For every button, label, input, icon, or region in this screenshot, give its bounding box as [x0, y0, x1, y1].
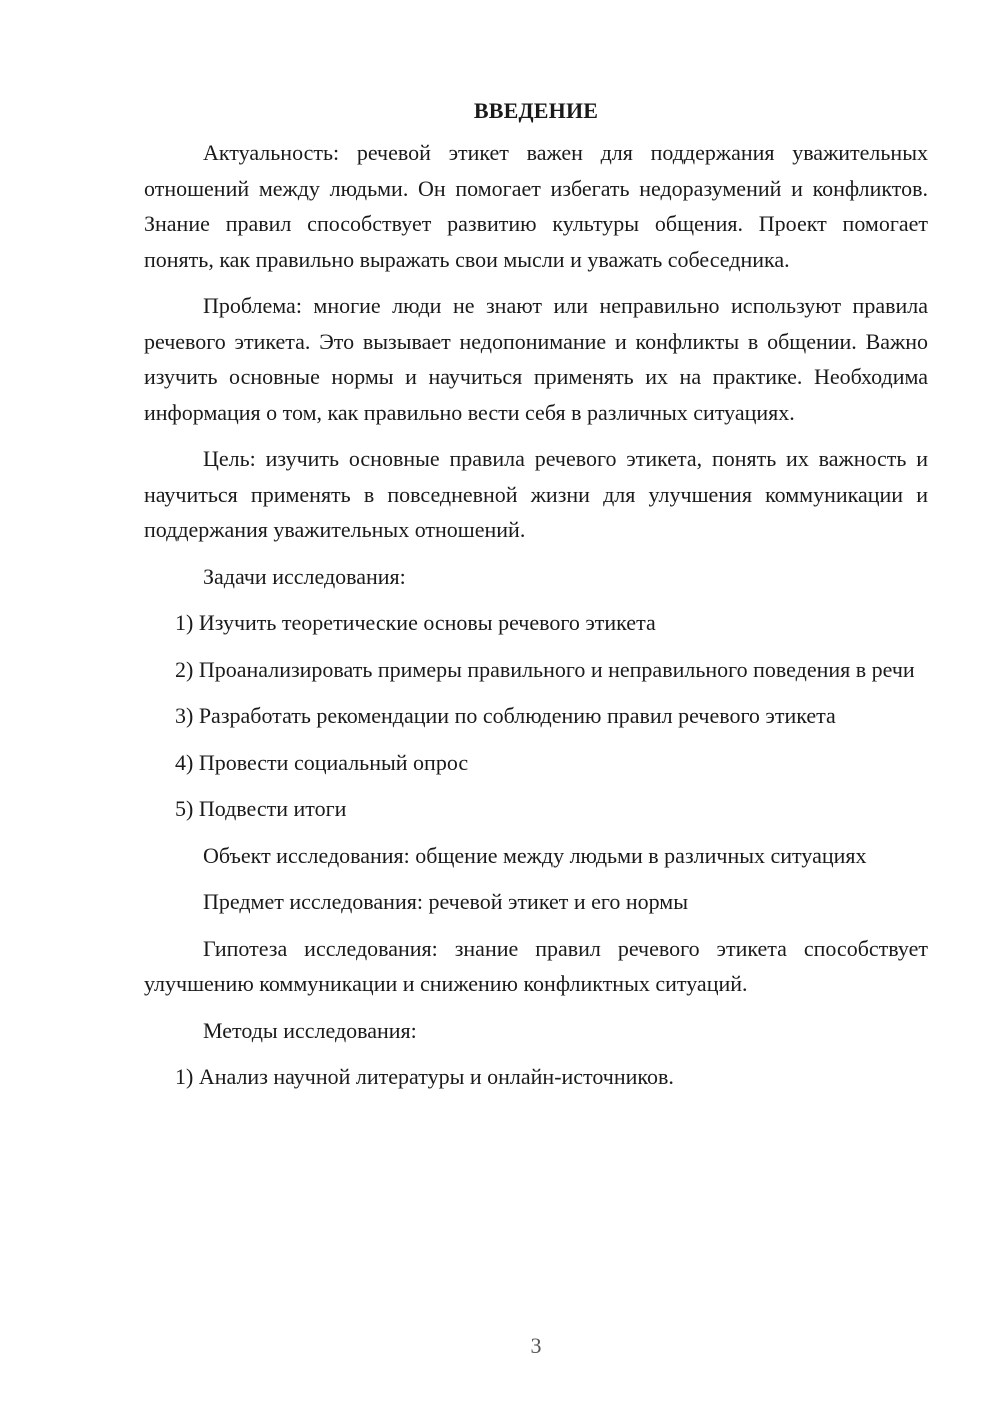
paragraph-hypothesis: Гипотеза исследования: знание правил речевого этикета способствует улучшению коммуникации и снижению конфликтных ситуаций. [144, 935, 928, 996]
tasks-heading: Задачи исследования: [203, 563, 406, 589]
paragraph-object: Объект исследования: общение между людьми в различных ситуациях [203, 842, 867, 868]
paragraph-goal: Цель: изучить основные правила речевого этикета, понять их важность и научиться применять в повседневной жизни для улучшения коммуникации и поддержания уважительных отношений. [144, 446, 928, 542]
paragraph-problem: Проблема: многие люди не знают или неправильно используют правила речевого этикета. Это вызывает недопонимание и конфликты в общении. Важно изучить основные нормы и научиться применять их на практике. Необходима информация о том, как правильно вести себя в различных ситуациях. [144, 293, 928, 425]
document-page [144, 95, 928, 1106]
paragraph-relevance: Актуальность: речевой этикет важен для поддержания уважительных отношений между людьми. Он помогает избегать недоразумений и конфликтов. Знание правил способствует развитию культуры общения. Проект помогает понять, как правильно выражать свои мысли и уважать собеседника. [144, 140, 928, 272]
task-item: 3) Разработать рекомендации по соблюдению правил речевого этикета [175, 703, 836, 728]
methods-heading: Методы исследования: [203, 1017, 417, 1043]
task-item: 2) Проанализировать примеры правильного и неправильного поведения в речи [175, 656, 915, 682]
method-item: 1) Анализ научной литературы и онлайн-источников. [175, 1064, 674, 1089]
paragraph-subject: Предмет исследования: речевой этикет и его нормы [203, 889, 689, 914]
task-item: 1) Изучить теоретические основы речевого этикета [175, 610, 656, 635]
page-title: ВВЕДЕНИЕ [473, 98, 599, 123]
page-number: 3 [530, 1333, 542, 1358]
task-item: 5) Подвести итоги [175, 796, 347, 821]
task-item: 4) Провести социальный опрос [175, 749, 469, 775]
